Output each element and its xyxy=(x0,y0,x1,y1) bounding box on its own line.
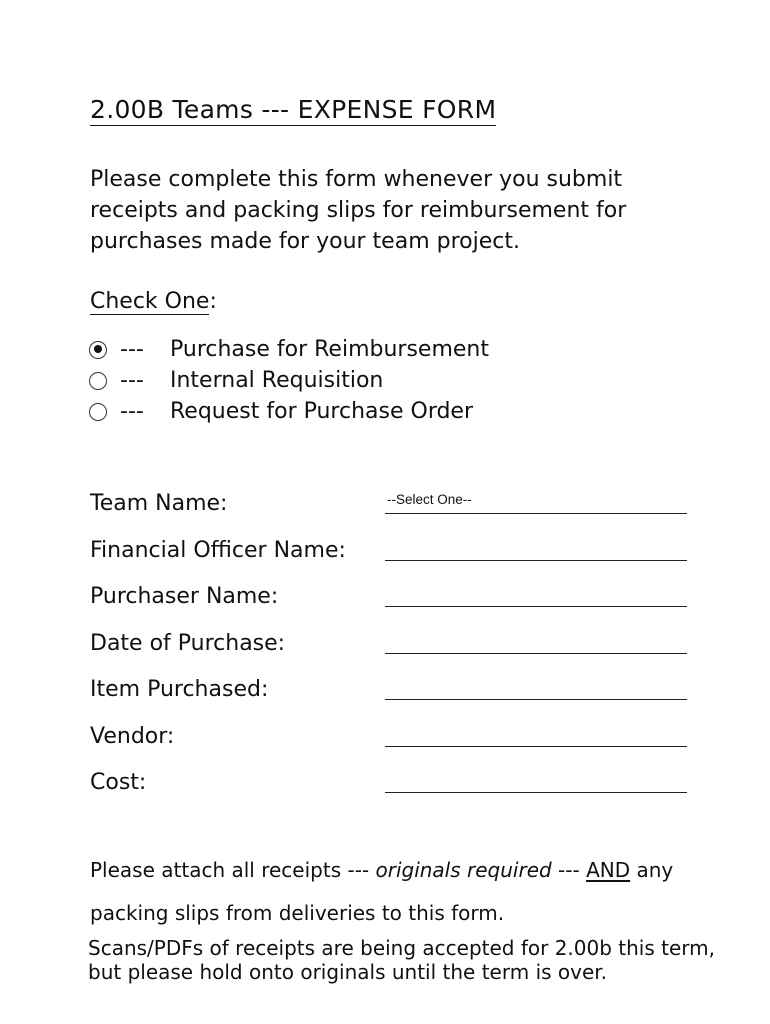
date-of-purchase-field[interactable] xyxy=(385,639,687,654)
attach-text: any xyxy=(630,858,674,882)
originals-required-text: originals required xyxy=(375,858,552,882)
option-label: Request for Purchase Order xyxy=(170,399,474,424)
attach-receipts-note xyxy=(90,855,673,885)
date-of-purchase-label: Date of Purchase: xyxy=(90,631,286,656)
instruction-line: receipts and packing slips for reimbursement for xyxy=(90,198,627,223)
check-one-heading xyxy=(90,287,217,317)
option-request-for-purchase-order[interactable] xyxy=(89,396,473,427)
team-name-select-value[interactable]: --Select One-- xyxy=(387,492,472,507)
option-label: Purchase for Reimbursement xyxy=(170,337,489,362)
option-dash: --- xyxy=(120,337,144,362)
and-text: AND xyxy=(586,858,631,882)
cost-label: Cost: xyxy=(90,770,147,795)
purchaser-name-field[interactable] xyxy=(385,592,687,607)
financial-officer-name-label: Financial Officer Name: xyxy=(90,538,346,563)
option-label: Internal Requisition xyxy=(170,368,384,393)
option-dash: --- xyxy=(120,399,144,424)
option-dash: --- xyxy=(120,368,144,393)
scans-note-line: but please hold onto originals until the term is over. xyxy=(88,960,608,984)
cost-field[interactable] xyxy=(385,778,687,793)
radio-button-selected[interactable] xyxy=(89,341,107,359)
radio-button[interactable] xyxy=(89,372,107,390)
instruction-line: purchases made for your team project. xyxy=(90,229,520,254)
instruction-line: Please complete this form whenever you submit xyxy=(90,167,623,192)
scans-note xyxy=(88,936,715,984)
purchaser-name-label: Purchaser Name: xyxy=(90,584,279,609)
attach-text: --- xyxy=(551,858,587,882)
form-title: 2.00B Teams --- EXPENSE FORM xyxy=(90,95,497,124)
radio-button[interactable] xyxy=(89,403,107,421)
check-one-colon: : xyxy=(209,289,217,314)
packing-slips-note: packing slips from deliveries to this form. xyxy=(90,901,505,925)
financial-officer-name-field[interactable] xyxy=(385,546,687,561)
scans-note-line: Scans/PDFs of receipts are being accepted for 2.00b this term, xyxy=(88,936,716,960)
check-one-label: Check One xyxy=(90,289,210,314)
team-name-label: Team Name: xyxy=(90,491,228,516)
attach-text: Please attach all receipts --- xyxy=(90,858,376,882)
vendor-field[interactable] xyxy=(385,732,687,747)
option-purchase-for-reimbursement[interactable] xyxy=(89,334,489,365)
form-instructions xyxy=(90,164,626,257)
item-purchased-field[interactable] xyxy=(385,685,687,700)
vendor-label: Vendor: xyxy=(90,724,175,749)
item-purchased-label: Item Purchased: xyxy=(90,677,269,702)
option-internal-requisition[interactable] xyxy=(89,365,383,396)
